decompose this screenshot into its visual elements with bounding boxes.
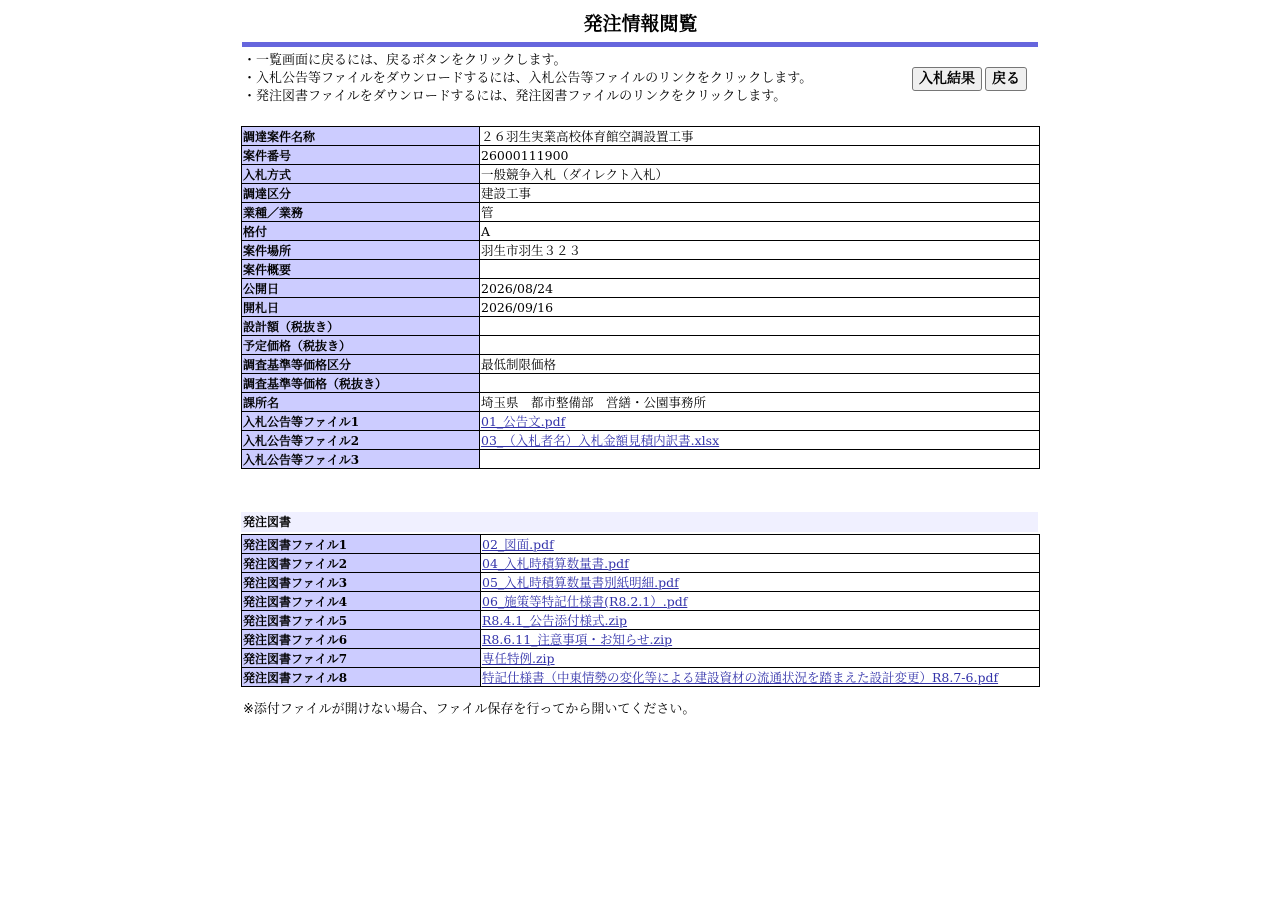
info-value: 羽生市羽生３２３ — [480, 241, 1040, 260]
info-row — [242, 317, 1040, 336]
drawings-table — [241, 534, 1040, 687]
info-label: 調査基準等価格区分 — [242, 355, 480, 374]
drawing-row — [242, 649, 1040, 668]
info-label: 案件場所 — [242, 241, 480, 260]
info-value: 埼玉県 都市整備部 営繕・公園事務所 — [480, 393, 1040, 412]
drawing-file-link[interactable]: 02_図面.pdf — [482, 537, 554, 552]
drawing-value — [481, 611, 1040, 630]
info-row — [242, 127, 1040, 146]
info-label: 案件概要 — [242, 260, 480, 279]
notice-file-link[interactable]: 01_公告文.pdf — [481, 414, 566, 429]
drawing-value — [481, 630, 1040, 649]
drawing-row — [242, 668, 1040, 687]
info-label: 入札方式 — [242, 165, 480, 184]
instruction-back: ・一覧画面に戻るには、戻るボタンをクリックします。 — [243, 53, 567, 68]
drawing-file-link[interactable]: 04_入札時積算数量書.pdf — [482, 556, 629, 571]
info-label: 予定価格（税抜き） — [242, 336, 480, 355]
info-value: 2026/09/16 — [480, 298, 1040, 317]
drawing-row — [242, 630, 1040, 649]
info-row — [242, 241, 1040, 260]
info-label: 入札公告等ファイル3 — [242, 450, 480, 469]
info-value: 2026/08/24 — [480, 279, 1040, 298]
info-value: A — [480, 222, 1040, 241]
info-row — [242, 222, 1040, 241]
drawing-file-link[interactable]: 05_入札時積算数量書別紙明細.pdf — [482, 575, 679, 590]
info-label: 課所名 — [242, 393, 480, 412]
info-value: 管 — [480, 203, 1040, 222]
drawing-label: 発注図書ファイル7 — [242, 649, 481, 668]
info-label: 入札公告等ファイル2 — [242, 431, 480, 450]
info-label: 公開日 — [242, 279, 480, 298]
info-label: 格付 — [242, 222, 480, 241]
drawing-file-link[interactable]: 特記仕様書（中東情勢の変化等による建設資材の流通状況を踏まえた設計変更）R8.7-6.pdf — [482, 670, 999, 685]
info-row — [242, 146, 1040, 165]
drawing-label: 発注図書ファイル1 — [242, 535, 481, 554]
info-value: 建設工事 — [480, 184, 1040, 203]
info-row — [242, 393, 1040, 412]
drawings-section-header: 発注図書 — [241, 512, 1038, 532]
info-label: 調査基準等価格（税抜き） — [242, 374, 480, 393]
drawing-file-link[interactable]: 06_施策等特記仕様書(R8.2.1）.pdf — [482, 594, 688, 609]
page-container — [241, 0, 1040, 717]
back-button[interactable]: 戻る — [985, 67, 1027, 91]
notice-file-link[interactable]: 03_（入札者名）入札金額見積内訳書.xlsx — [481, 433, 720, 448]
info-row — [242, 374, 1040, 393]
drawing-label: 発注図書ファイル6 — [242, 630, 481, 649]
info-label: 業種／業務 — [242, 203, 480, 222]
info-value: ２６羽生実業高校体育館空調設置工事 — [480, 127, 1040, 146]
drawing-value — [481, 535, 1040, 554]
drawing-row — [242, 611, 1040, 630]
info-value: 最低制限価格 — [480, 355, 1040, 374]
drawing-row — [242, 554, 1040, 573]
info-label: 設計額（税抜き） — [242, 317, 480, 336]
instructions-list — [243, 52, 812, 106]
info-row — [242, 279, 1040, 298]
drawing-value — [481, 668, 1040, 687]
info-value — [480, 317, 1040, 336]
title-divider — [242, 42, 1038, 47]
info-row — [242, 203, 1040, 222]
instruction-drawing-download: ・発注図書ファイルをダウンロードするには、発注図書ファイルのリンクをクリックします。 — [243, 89, 787, 104]
drawing-label: 発注図書ファイル4 — [242, 592, 481, 611]
info-label: 案件番号 — [242, 146, 480, 165]
drawing-file-link[interactable]: R8.6.11_注意事項・お知らせ.zip — [482, 632, 673, 647]
info-row — [242, 184, 1040, 203]
instruction-notice-download: ・入札公告等ファイルをダウンロードするには、入札公告等ファイルのリンクをクリックします。 — [243, 71, 813, 86]
drawing-row — [242, 573, 1040, 592]
info-value — [480, 450, 1040, 469]
drawing-value — [481, 573, 1040, 592]
action-buttons — [912, 67, 1027, 91]
info-value — [480, 431, 1040, 450]
info-row — [242, 355, 1040, 374]
drawing-label: 発注図書ファイル2 — [242, 554, 481, 573]
info-label: 入札公告等ファイル1 — [242, 412, 480, 431]
info-label: 調達案件名称 — [242, 127, 480, 146]
info-row — [242, 450, 1040, 469]
page-title: 発注情報閲覧 — [583, 13, 698, 35]
info-value — [480, 412, 1040, 431]
drawing-value — [481, 554, 1040, 573]
info-row — [242, 336, 1040, 355]
info-row — [242, 298, 1040, 317]
drawing-label: 発注図書ファイル3 — [242, 573, 481, 592]
info-value — [480, 260, 1040, 279]
info-row — [242, 412, 1040, 431]
drawing-row — [242, 535, 1040, 554]
procurement-info-table — [241, 126, 1040, 469]
drawing-value — [481, 649, 1040, 668]
info-label: 調達区分 — [242, 184, 480, 203]
info-row — [242, 260, 1040, 279]
drawing-row — [242, 592, 1040, 611]
footnote: ※添付ファイルが開けない場合、ファイル保存を行ってから開いてください。 — [243, 702, 696, 717]
bid-result-button[interactable]: 入札結果 — [912, 67, 982, 91]
info-value — [480, 374, 1040, 393]
drawing-file-link[interactable]: R8.4.1_公告添付様式.zip — [482, 613, 628, 628]
info-row — [242, 431, 1040, 450]
info-value — [480, 336, 1040, 355]
info-value: 一般競争入札（ダイレクト入札） — [480, 165, 1040, 184]
drawing-file-link[interactable]: 専任特例.zip — [482, 651, 555, 666]
drawing-label: 発注図書ファイル5 — [242, 611, 481, 630]
drawing-value — [481, 592, 1040, 611]
info-value: 26000111900 — [480, 146, 1040, 165]
info-row — [242, 165, 1040, 184]
drawing-label: 発注図書ファイル8 — [242, 668, 481, 687]
info-label: 開札日 — [242, 298, 480, 317]
